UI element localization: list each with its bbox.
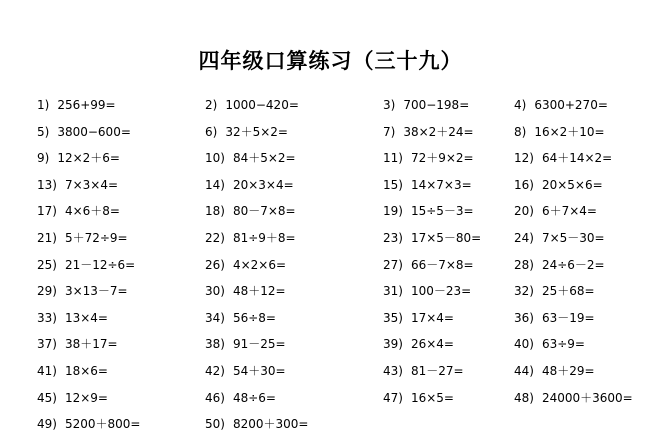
problem-item — [205, 307, 276, 333]
problem-number: 15) — [383, 177, 403, 192]
problem-expression: 5＋72÷9= — [64, 230, 128, 245]
problem-number: 24) — [514, 230, 534, 245]
problem-expression: 7×3×4= — [64, 177, 119, 192]
problem-number: 49) — [37, 417, 57, 432]
problem-item — [383, 280, 471, 306]
problem-row — [37, 227, 637, 254]
problem-number: 7) — [383, 124, 396, 139]
problem-row — [37, 307, 637, 334]
problem-expression: 81－27= — [410, 363, 464, 378]
problem-expression: 13×4= — [64, 310, 108, 325]
problem-expression: 66－7×8= — [410, 257, 474, 272]
problem-expression: 18×6= — [64, 363, 108, 378]
problem-expression: 3×13－7= — [64, 284, 128, 299]
problem-number: 9) — [37, 151, 50, 166]
problem-expression: 84＋5×2= — [232, 151, 296, 166]
problem-row — [37, 280, 637, 307]
problem-row — [37, 147, 637, 174]
problem-number: 44) — [514, 363, 534, 378]
problem-number: 50) — [205, 417, 225, 432]
problem-number: 19) — [383, 204, 403, 219]
problem-number: 35) — [383, 310, 403, 325]
problem-expression: 25＋68= — [541, 284, 595, 299]
problem-item — [383, 387, 454, 413]
problem-item — [514, 94, 608, 120]
problem-item — [205, 174, 294, 200]
problem-number: 39) — [383, 337, 403, 352]
problem-expression: 21－12÷6= — [64, 257, 136, 272]
problem-item — [205, 227, 296, 253]
problem-expression: 1000−420= — [225, 98, 299, 112]
problem-expression: 256+99= — [57, 98, 116, 112]
problem-item — [37, 94, 116, 120]
problem-expression: 48＋12= — [232, 284, 286, 299]
problem-item — [37, 333, 118, 359]
problem-expression: 12×9= — [64, 390, 108, 405]
problem-item — [514, 147, 612, 173]
problem-row — [37, 333, 637, 360]
problem-number: 27) — [383, 257, 403, 272]
problem-number: 32) — [514, 284, 534, 299]
problem-number: 25) — [37, 257, 57, 272]
problem-number: 37) — [37, 337, 57, 352]
problem-item — [383, 174, 472, 200]
problem-item — [383, 121, 474, 147]
problem-expression: 54＋30= — [232, 363, 286, 378]
problem-item — [205, 387, 276, 413]
problem-number: 6) — [205, 124, 218, 139]
problem-number: 45) — [37, 390, 57, 405]
problem-item — [514, 227, 605, 253]
problem-expression: 81÷9＋8= — [232, 230, 296, 245]
problem-item — [37, 227, 128, 253]
problem-number: 18) — [205, 204, 225, 219]
problem-item — [37, 254, 135, 280]
problem-number: 48) — [514, 390, 534, 405]
problem-number: 3) — [383, 98, 396, 112]
problem-item — [205, 333, 286, 359]
problem-expression: 38×2＋24= — [403, 124, 474, 139]
problem-expression: 700−198= — [403, 98, 470, 112]
problem-number: 22) — [205, 230, 225, 245]
problem-expression: 7×5－30= — [541, 230, 605, 245]
problem-expression: 20×5×6= — [541, 177, 603, 192]
problem-item — [514, 307, 595, 333]
problem-number: 8) — [514, 124, 527, 139]
problem-row — [37, 360, 637, 387]
problem-item — [37, 413, 140, 439]
problem-number: 12) — [514, 151, 534, 166]
problem-number: 34) — [205, 310, 225, 325]
problem-number: 40) — [514, 337, 534, 352]
problem-number: 29) — [37, 284, 57, 299]
problem-item — [383, 254, 474, 280]
problem-item — [37, 387, 108, 413]
problem-item — [205, 121, 288, 147]
problem-item — [37, 200, 120, 226]
problem-expression: 5200＋800= — [64, 417, 141, 432]
problem-expression: 6＋7×4= — [541, 204, 597, 219]
problem-number: 38) — [205, 337, 225, 352]
problem-item — [514, 254, 605, 280]
problem-item — [383, 94, 469, 120]
problem-expression: 8200＋300= — [232, 417, 309, 432]
problem-number: 4) — [514, 98, 527, 112]
problem-number: 41) — [37, 363, 57, 378]
problem-row — [37, 94, 637, 121]
problem-expression: 3800−600= — [57, 124, 131, 139]
problem-row — [37, 121, 637, 148]
problem-expression: 91－25= — [232, 337, 286, 352]
problem-number: 46) — [205, 390, 225, 405]
problem-row — [37, 254, 637, 281]
page-title: 四年级口算练习（三十九） — [198, 48, 463, 73]
problem-expression: 26×4= — [410, 337, 454, 352]
problem-row — [37, 200, 637, 227]
problem-expression: 4×2×6= — [232, 257, 287, 272]
problem-number: 20) — [514, 204, 534, 219]
problem-expression: 38＋17= — [64, 337, 118, 352]
problem-number: 14) — [205, 177, 225, 192]
problem-item — [37, 174, 118, 200]
problem-expression: 56÷8= — [232, 310, 276, 325]
problem-item — [205, 200, 296, 226]
problem-item — [37, 147, 120, 173]
problem-item — [383, 200, 474, 226]
problem-item — [514, 121, 605, 147]
problem-expression: 24÷6－2= — [541, 257, 605, 272]
problem-number: 33) — [37, 310, 57, 325]
problem-item — [37, 121, 131, 147]
problem-item — [514, 387, 633, 413]
problem-number: 26) — [205, 257, 225, 272]
problem-number: 21) — [37, 230, 57, 245]
problem-number: 17) — [37, 204, 57, 219]
problem-number: 30) — [205, 284, 225, 299]
problem-item — [37, 360, 108, 386]
problem-item — [383, 360, 464, 386]
problem-item — [514, 174, 603, 200]
problem-expression: 72＋9×2= — [410, 151, 474, 166]
problem-item — [383, 307, 454, 333]
problem-expression: 100－23= — [410, 284, 472, 299]
problem-number: 43) — [383, 363, 403, 378]
problem-item — [514, 200, 597, 226]
problem-item — [37, 280, 128, 306]
problem-expression: 14×7×3= — [410, 177, 472, 192]
problem-number: 28) — [514, 257, 534, 272]
problem-row — [37, 174, 637, 201]
problem-number: 31) — [383, 284, 403, 299]
problem-item — [205, 147, 296, 173]
problem-row — [37, 387, 637, 414]
problem-item — [514, 280, 595, 306]
problem-number: 16) — [514, 177, 534, 192]
problem-expression: 16×2＋10= — [534, 124, 605, 139]
problem-expression: 6300+270= — [534, 98, 608, 112]
problem-expression: 24000＋3600= — [541, 390, 633, 405]
problem-item — [383, 147, 474, 173]
problem-expression: 12×2＋6= — [57, 151, 120, 166]
problem-item — [514, 333, 585, 359]
problem-expression: 17×4= — [410, 310, 454, 325]
problem-item — [205, 360, 286, 386]
problem-number: 47) — [383, 390, 403, 405]
problem-number: 13) — [37, 177, 57, 192]
problem-number: 2) — [205, 98, 218, 112]
problem-item — [205, 254, 286, 280]
problem-expression: 16×5= — [410, 390, 454, 405]
problem-expression: 63－19= — [541, 310, 595, 325]
problem-item — [383, 333, 454, 359]
problem-expression: 64＋14×2= — [541, 151, 613, 166]
problem-number: 42) — [205, 363, 225, 378]
problem-item — [514, 360, 595, 386]
problem-expression: 17×5－80= — [410, 230, 482, 245]
problem-number: 1) — [37, 98, 50, 112]
problem-expression: 4×6＋8= — [64, 204, 120, 219]
problem-number: 11) — [383, 151, 403, 166]
problem-expression: 48÷6= — [232, 390, 276, 405]
problem-number: 5) — [37, 124, 50, 139]
problem-expression: 15÷5－3= — [410, 204, 474, 219]
problem-number: 36) — [514, 310, 534, 325]
problem-expression: 48＋29= — [541, 363, 595, 378]
problem-expression: 80－7×8= — [232, 204, 296, 219]
problem-item — [205, 280, 286, 306]
problem-item — [205, 413, 308, 439]
problem-number: 10) — [205, 151, 225, 166]
problem-item — [383, 227, 481, 253]
problem-number: 23) — [383, 230, 403, 245]
problem-row — [37, 413, 637, 440]
problem-expression: 63÷9= — [541, 337, 585, 352]
problem-item — [37, 307, 108, 333]
problem-expression: 32＋5×2= — [225, 124, 288, 139]
problem-item — [205, 94, 299, 120]
problem-grid — [37, 94, 637, 440]
problem-expression: 20×3×4= — [232, 177, 294, 192]
